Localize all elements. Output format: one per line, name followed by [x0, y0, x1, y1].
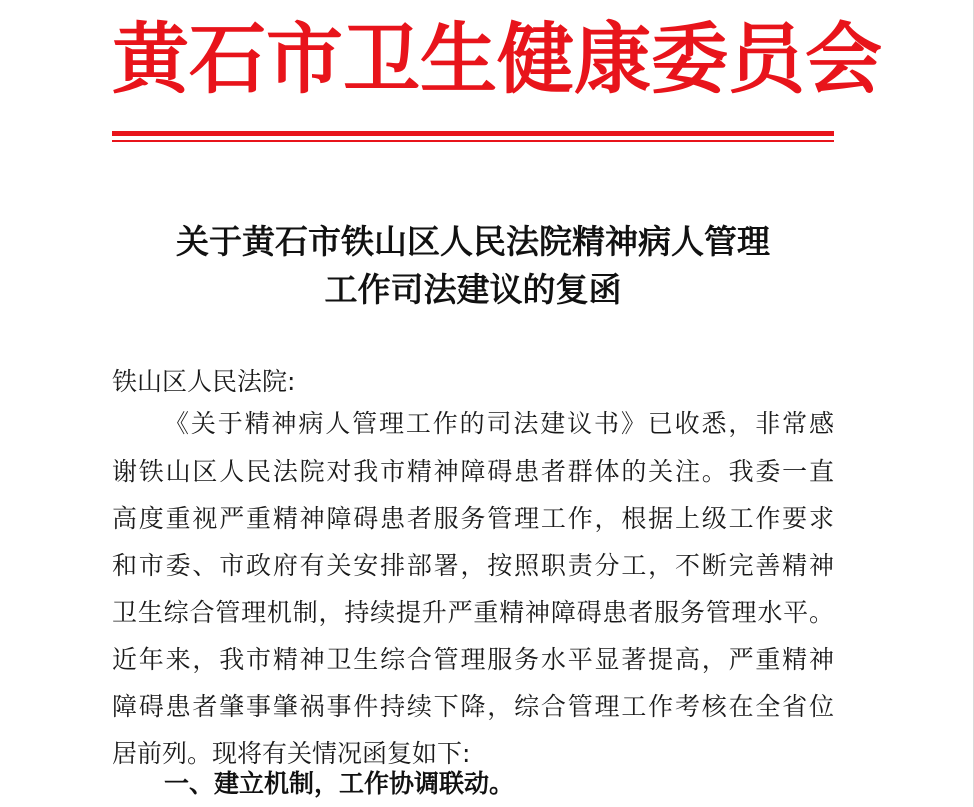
paragraph-line: 障碍患者肇事肇祸事件持续下降，综合管理工作考核在全省位 [112, 692, 834, 721]
paragraph-line: 卫生综合管理机制，持续提升严重精神障碍患者服务管理水平。 [112, 598, 834, 627]
document-title-line-1: 关于黄石市铁山区人民法院精神病人管理 [176, 222, 770, 261]
paragraph-line: 《关于精神病人管理工作的司法建议书》已收悉，非常感 [164, 409, 834, 438]
paragraph-line: 居前列。现将有关情况函复如下: [112, 739, 471, 768]
letterhead-red-rule-thick [112, 131, 834, 136]
paragraph-line: 高度重视严重精神障碍患者服务管理工作，根据上级工作要求 [112, 504, 834, 533]
letterhead-org-name: 黄石市卫生健康委员会 [112, 15, 882, 105]
paragraph-line: 近年来，我市精神卫生综合管理服务水平显著提高，严重精神 [112, 645, 834, 674]
section-heading-1: 一、建立机制，工作协调联动。 [164, 769, 515, 798]
letterhead-red-rule-thin [112, 140, 834, 142]
paragraph-line: 谢铁山区人民法院对我市精神障碍患者群体的关注。我委一直 [112, 457, 834, 486]
paragraph-line: 和市委、市政府有关安排部署，按照职责分工，不断完善精神 [112, 551, 834, 580]
document-title-line-2: 工作司法建议的复函 [324, 270, 622, 309]
salutation: 铁山区人民法院: [112, 367, 296, 396]
